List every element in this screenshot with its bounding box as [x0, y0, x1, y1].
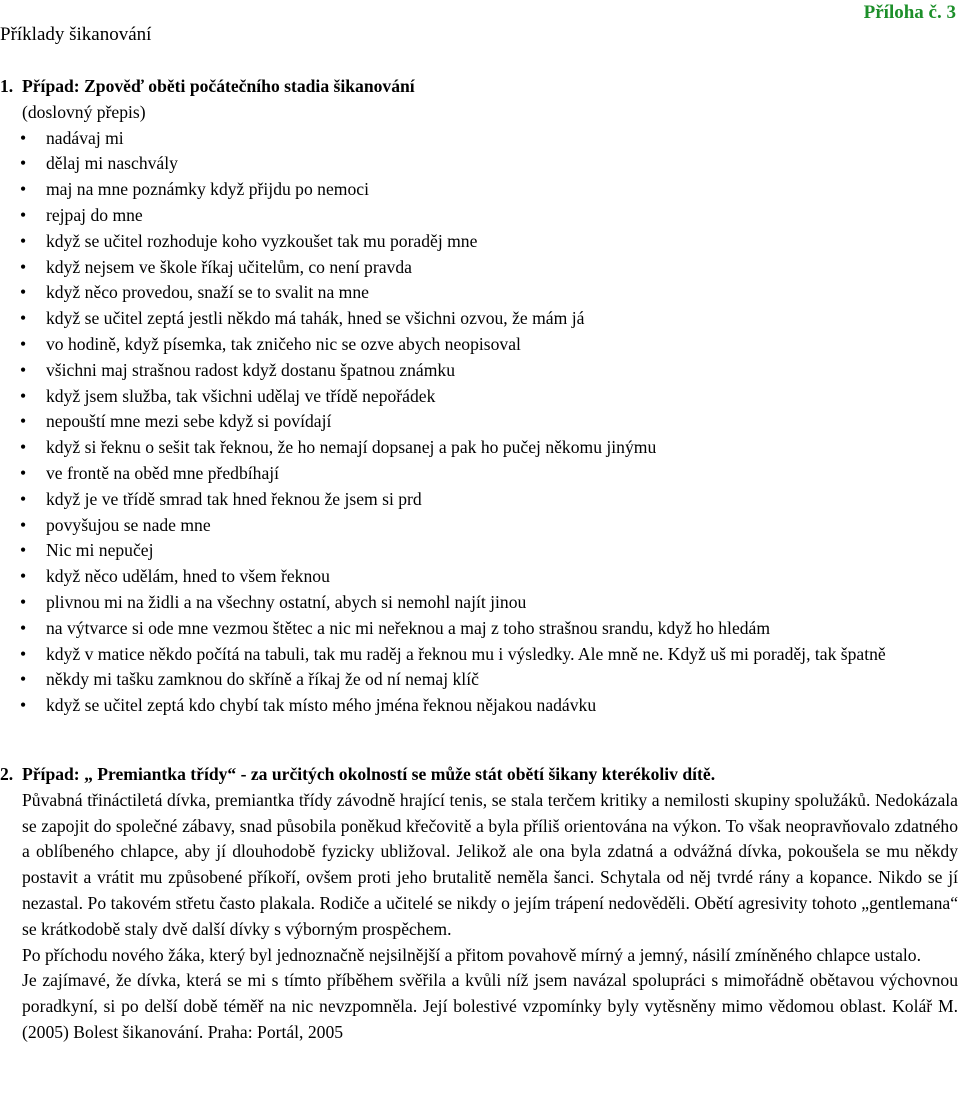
- list-item-text: Nic mi nepučej: [46, 540, 154, 561]
- bullet-icon: •: [20, 179, 27, 200]
- case-1-bullet-list: [0, 126, 958, 719]
- bullet-icon: •: [20, 695, 27, 716]
- bullet-icon: •: [20, 359, 27, 380]
- list-item-text: když se učitel rozhoduje koho vyzkoušet tak mu poraděj mne: [46, 230, 478, 251]
- list-item: [0, 177, 958, 203]
- list-item: [0, 358, 958, 384]
- list-item-text: když je ve třídě smrad tak hned řeknou že jsem si prd: [46, 488, 422, 509]
- list-item-text: když něco udělám, hned to všem řeknou: [46, 566, 330, 587]
- list-item: [0, 255, 958, 281]
- bullet-icon: •: [20, 127, 27, 148]
- case-2-paragraph: Je zajímavé, že dívka, která se mi s tímto příběhem svěřila a kvůli níž jsem navázal spolupráci s mimořádně obětavou výchovnou poradkyní, si po delší době téměř na nic nevzpomněla. Její bolestivé vzpomínky byly vytěsněny mimo vědomou oblast. Kolář M. (2005) Bolest šikanování. Praha: Portál, 2005: [22, 970, 958, 1042]
- list-item-text: povyšujou se nade mne: [46, 514, 211, 535]
- list-item-text: dělaj mi naschvály: [46, 153, 178, 174]
- bullet-icon: •: [20, 462, 27, 483]
- bullet-icon: •: [20, 488, 27, 509]
- list-item: [0, 461, 958, 487]
- list-item: [0, 126, 958, 152]
- list-item: [0, 667, 958, 693]
- appendix-label: Příloha č. 3: [863, 2, 956, 23]
- bullet-icon: •: [20, 591, 27, 612]
- case-2-body: [0, 788, 958, 1046]
- bullet-icon: •: [20, 308, 27, 329]
- case-2-paragraph: Půvabná třináctiletá dívka, premiantka třídy závodně hrající tenis, se stala terčem kritiky a nemilosti skupiny spolužáků. Nedokázala se zapojit do společné zábavy, snad působila poněkud křečovitě a byla příliš orientována na výkon. To však neopravňovalo zdatného a oblíbeného chlapce, aby jí dlouhodobě fyzicky ubližoval. Jelikož ale ona byla zdatná a odvážná dívka, pokoušela se mu někdy postavit a vrátit mu způsobené příkoří, ovšem proti jeho brutalitě neměla šanci. Schytala od něj tvrdé rány a kopance. Nikdo se jí nezastal. Po takovém střetu často plakala. Rodiče a učitelé se nikdy o jejím trápení nedověděli. Obětí agresivity tohoto „gentlemana“ se krátkodobě staly dvě další dívky s výborným prospěchem.: [22, 789, 958, 939]
- list-item: [0, 151, 958, 177]
- case-1-title-text: Případ: Zpověď oběti počátečního stadia šikanování: [22, 76, 415, 96]
- list-item-text: vo hodině, když písemka, tak zničeho nic se ozve abych neopisoval: [46, 333, 521, 354]
- list-item-text: když se učitel zeptá jestli někdo má tahák, hned se všichni ozvou, že mám já: [46, 308, 585, 329]
- case-2-number: 2.: [0, 764, 14, 784]
- list-item: [0, 229, 958, 255]
- list-item: [0, 203, 958, 229]
- bullet-icon: •: [20, 540, 27, 561]
- list-item: [0, 513, 958, 539]
- list-item-text: když jsem služba, tak všichni udělaj ve třídě nepořádek: [46, 385, 436, 406]
- bullet-icon: •: [20, 514, 27, 535]
- case-1-section: [0, 74, 958, 719]
- list-item: [0, 306, 958, 332]
- bullet-icon: •: [20, 333, 27, 354]
- bullet-icon: •: [20, 566, 27, 587]
- list-item-text: někdy mi tašku zamknou do skříně a říkaj že od ní nemaj klíč: [46, 669, 479, 690]
- list-item-text: když si řeknu o sešit tak řeknou, že ho nemají dopsanej a pak ho pučej někomu jinýmu: [46, 437, 657, 458]
- list-item: [0, 332, 958, 358]
- case-1-subtitle: (doslovný přepis): [22, 101, 146, 122]
- list-item-text: když v matice někdo počítá na tabuli, tak mu raděj a řeknou mu i výsledky. Ale mně ne. Když uš mi poraděj, tak špatně: [46, 643, 886, 664]
- case-2-paragraph: Po příchodu nového žáka, který byl jednoznačně nejsilnější a přitom povahově mírný a jemný, násilí zmíněného chlapce ustalo.: [22, 944, 921, 965]
- list-item-text: rejpaj do mne: [46, 204, 143, 225]
- list-item: [0, 384, 958, 410]
- list-item: [0, 693, 958, 719]
- bullet-icon: •: [20, 385, 27, 406]
- bullet-icon: •: [20, 411, 27, 432]
- bullet-icon: •: [20, 230, 27, 251]
- list-item-text: na výtvarce si ode mne vezmou štětec a nic mi neřeknou a maj z toho strašnou srandu, když ho hledám: [46, 617, 771, 638]
- list-item-text: nadávaj mi: [46, 127, 124, 148]
- bullet-icon: •: [20, 282, 27, 303]
- list-item: [0, 564, 958, 590]
- bullet-icon: •: [20, 437, 27, 458]
- list-item: [0, 590, 958, 616]
- list-item: [0, 487, 958, 513]
- list-item: [0, 409, 958, 435]
- case-1-number: 1.: [0, 76, 14, 96]
- bullet-icon: •: [20, 669, 27, 690]
- list-item: [0, 642, 958, 668]
- list-item: [0, 538, 958, 564]
- list-item-text: plivnou mi na židli a na všechny ostatní, abych si nemohl najít jinou: [46, 591, 527, 612]
- bullet-icon: •: [20, 204, 27, 225]
- list-item-text: všichni maj strašnou radost když dostanu špatnou známku: [46, 359, 455, 380]
- list-item: [0, 435, 958, 461]
- list-item: [0, 616, 958, 642]
- bullet-icon: •: [20, 617, 27, 638]
- list-item-text: když něco provedou, snaží se to svalit na mne: [46, 282, 369, 303]
- case-1-title: [0, 74, 958, 100]
- document-heading: Příklady šikanování: [0, 24, 152, 45]
- list-item: [0, 280, 958, 306]
- bullet-icon: •: [20, 153, 27, 174]
- case-2-title: [0, 762, 958, 788]
- list-item-text: maj na mne poznámky když přijdu po nemoci: [46, 179, 369, 200]
- list-item-text: když se učitel zeptá kdo chybí tak místo mého jména řeknou nějakou nadávku: [46, 695, 597, 716]
- list-item-text: když nejsem ve škole říkaj učitelům, co není pravda: [46, 256, 412, 277]
- list-item-text: ve frontě na oběd mne předbíhají: [46, 462, 280, 483]
- case-2-section: [0, 762, 958, 1046]
- bullet-icon: •: [20, 643, 27, 664]
- case-2-title-text: Případ: „ Premiantka třídy“ - za určitých okolností se může stát obětí šikany kterékoliv dítě.: [22, 764, 716, 784]
- bullet-icon: •: [20, 256, 27, 277]
- list-item-text: nepouští mne mezi sebe když si povídají: [46, 411, 332, 432]
